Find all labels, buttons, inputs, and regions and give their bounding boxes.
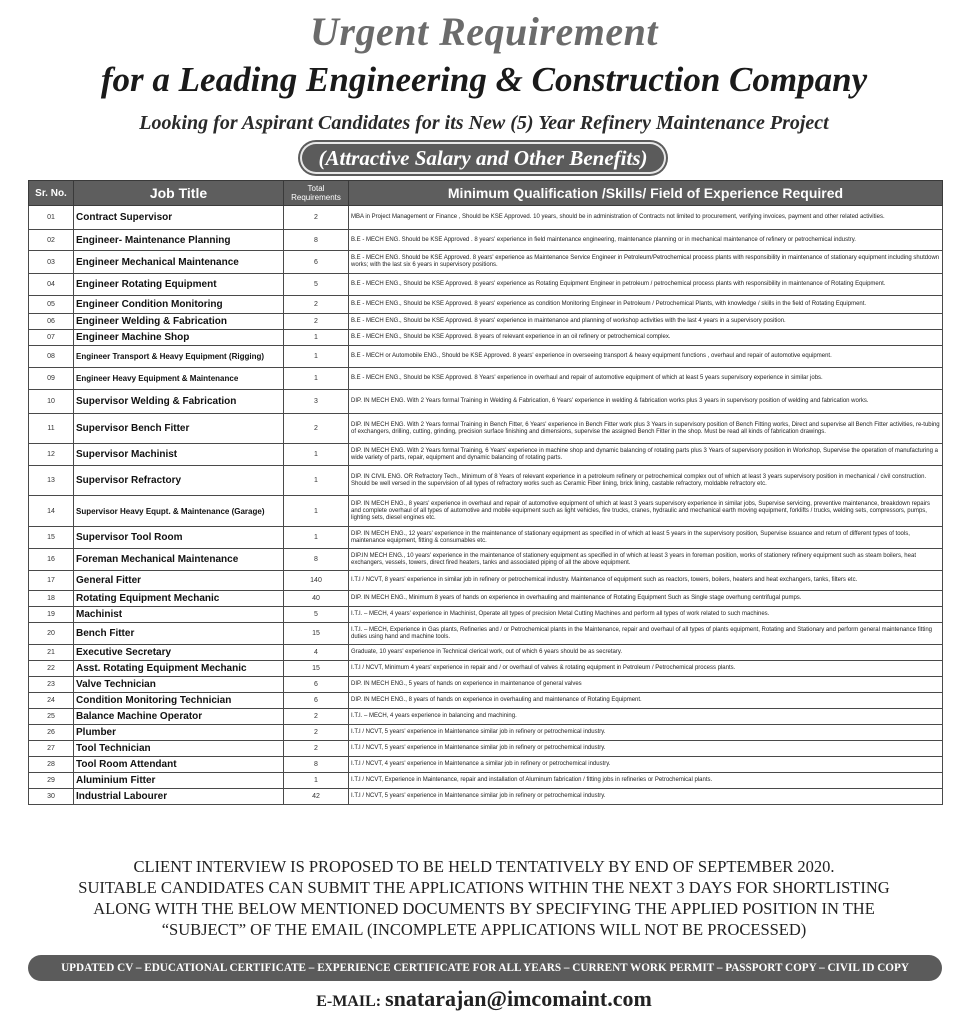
total-requirements-cell: 4 <box>284 645 349 661</box>
header-total-requirements: Total Requirements <box>284 181 349 206</box>
table-row <box>29 591 943 607</box>
qualification-cell: B.E - MECH ENG. Should be KSE Approved. 8 years' experience as Maintenance Service Engineer in Petroleum/Petrochemical process plants with responsibility in maintenance of stationary equipment including shutdown works; with the last six 6 years in supervisory positions. <box>349 251 943 274</box>
table-row <box>29 549 943 571</box>
sr-cell: 04 <box>29 274 74 296</box>
sr-cell: 24 <box>29 693 74 709</box>
job-title-cell: Asst. Rotating Equipment Mechanic <box>74 661 284 677</box>
total-requirements-cell: 15 <box>284 623 349 645</box>
notice-line: CLIENT INTERVIEW IS PROPOSED TO BE HELD TENTATIVELY BY END OF SEPTEMBER 2020. <box>133 857 835 876</box>
table-row <box>29 661 943 677</box>
benefits-banner: (Attractive Salary and Other Benefits) <box>300 142 666 174</box>
qualification-cell: DIP. IN MECH ENG., 8 years' experience in overhaul and repair of automotive equipment of which at least 3 years supervisory experience in similar jobs, Supervise servicing, preventive maintenance, breakdown repairs and complete overhaul of all types of automotive and mobile equipment such as light vehicles, fire trucks, cranes, hydraulic and mechanical earth moving equipment, forklifts / trucks, welding sets, compressors, pumps, lighting sets, diesel engines etc. <box>349 496 943 527</box>
table-row <box>29 709 943 725</box>
sr-cell: 02 <box>29 230 74 251</box>
qualification-cell: I.T.I / NCVT, 4 years' experience in Maintenance a similar job in refinery or petrochemical industry. <box>349 757 943 773</box>
sr-cell: 28 <box>29 757 74 773</box>
qualification-cell: I.T.I / NCVT, 5 years' experience in Maintenance similar job in refinery or petrochemical industry. <box>349 725 943 741</box>
notice-line: “SUBJECT” OF THE EMAIL (INCOMPLETE APPLICATIONS WILL NOT BE PROCESSED) <box>161 920 807 939</box>
table-row <box>29 496 943 527</box>
sr-cell: 07 <box>29 330 74 346</box>
table-row <box>29 274 943 296</box>
sr-cell: 29 <box>29 773 74 789</box>
sr-cell: 01 <box>29 206 74 230</box>
table-row <box>29 623 943 645</box>
job-title-cell: Contract Supervisor <box>74 206 284 230</box>
interview-notice <box>0 856 968 940</box>
job-title-cell: Balance Machine Operator <box>74 709 284 725</box>
qualification-cell: DIP. IN MECH ENG. With 2 Years formal Training in Welding & Fabrication, 6 Years' experience in welding & fabrication works plus 3 years in supervisory position of welding and fabrication works. <box>349 390 943 414</box>
qualification-cell: I.T.I / NCVT, Minimum 4 years' experience in repair and / or overhaul of valves & rotating equipment in Petroleum / Petrochemical process plants. <box>349 661 943 677</box>
sr-cell: 11 <box>29 414 74 444</box>
job-title-cell: Supervisor Tool Room <box>74 527 284 549</box>
table-row <box>29 330 943 346</box>
job-title-cell: Engineer Machine Shop <box>74 330 284 346</box>
table-header-row <box>29 181 943 206</box>
total-requirements-cell: 8 <box>284 549 349 571</box>
table-row <box>29 414 943 444</box>
qualification-cell: I.T.I / NCVT, 5 years' experience in Maintenance similar job in refinery or petrochemical industry. <box>349 789 943 805</box>
job-title-cell: Engineer Welding & Fabrication <box>74 314 284 330</box>
sr-cell: 20 <box>29 623 74 645</box>
job-title-cell: Plumber <box>74 725 284 741</box>
notice-line: ALONG WITH THE BELOW MENTIONED DOCUMENTS BY SPECIFYING THE APPLIED POSITION IN THE <box>93 899 875 918</box>
table-row <box>29 607 943 623</box>
job-title-cell: Industrial Labourer <box>74 789 284 805</box>
qualification-cell: Graduate, 10 years' experience in Technical clerical work, out of which 6 years should be as secretary. <box>349 645 943 661</box>
project-tagline: Looking for Aspirant Candidates for its New (5) Year Refinery Maintenance Project <box>139 112 829 134</box>
total-requirements-cell: 42 <box>284 789 349 805</box>
total-requirements-cell: 1 <box>284 368 349 390</box>
total-requirements-cell: 6 <box>284 693 349 709</box>
header-job-title: Job Title <box>74 181 284 206</box>
table-row <box>29 757 943 773</box>
total-requirements-cell: 5 <box>284 607 349 623</box>
qualification-cell: MBA in Project Management or Finance , Should be KSE Approved. 10 years, should be in administration of Contracts not limited to procurement, verifying invoices, payment and other related activities. <box>349 206 943 230</box>
sr-cell: 14 <box>29 496 74 527</box>
sr-cell: 25 <box>29 709 74 725</box>
page-title: Urgent Requirement <box>310 9 658 54</box>
qualification-cell: I.T.I / NCVT, 5 years' experience in Maintenance similar job in refinery or petrochemical industry. <box>349 741 943 757</box>
total-requirements-cell: 2 <box>284 296 349 314</box>
qualification-cell: I.T.I. – MECH, 4 years experience in balancing and machining. <box>349 709 943 725</box>
table-row <box>29 296 943 314</box>
email-address[interactable]: snatarajan@imcomaint.com <box>385 986 652 1011</box>
total-requirements-cell: 1 <box>284 527 349 549</box>
job-title-cell: Bench Fitter <box>74 623 284 645</box>
qualification-cell: DIP. IN MECH ENG. With 2 Years formal Training in Bench Fitter, 6 Years' experience in Bench Fitter work plus 3 Years in supervisory position of Bench Fitting works, Direct and supervise all Bench Fitter activities, re-tubing of exchangers, drilling, cutting, grinding, precision surface finishing and dimensions, supervise the assigned Bench Fitter in the shop. Must be read all kinds of fabrication drawings. <box>349 414 943 444</box>
table-row <box>29 725 943 741</box>
qualification-cell: B.E - MECH ENG., Should be KSE Approved. 8 years' experience as Rotating Equipment Engineer in petroleum / petrochemical process plants with responsibility in maintenance of Rotating Equipment. <box>349 274 943 296</box>
table-row <box>29 206 943 230</box>
qualification-cell: B.E - MECH or Automobile ENG., Should be KSE Approved. 8 years' experience in overseeing transport & heavy equipment functions , overhaul and repair of automotive equipment. <box>349 346 943 368</box>
table-row <box>29 444 943 466</box>
job-title-cell: General Fitter <box>74 571 284 591</box>
qualification-cell: B.E - MECH ENG., Should be KSE Approved. 8 years of relevant experience in an oil refinery or petrochemical complex. <box>349 330 943 346</box>
total-requirements-cell: 1 <box>284 773 349 789</box>
table-row <box>29 677 943 693</box>
total-requirements-cell: 15 <box>284 661 349 677</box>
total-requirements-cell: 1 <box>284 496 349 527</box>
qualification-cell: B.E - MECH ENG., Should be KSE Approved. 8 Years' experience in overhaul and repair of automotive equipment of which at least 5 years supervisory experience in similar jobs. <box>349 368 943 390</box>
qualification-cell: DIP. IN MECH ENG., 12 years' experience in the maintenance of stationary equipment as specified in of which at least 5 years in the supervisory position, Supervise issuance and return of different types of tools, maintenance equipment, fitting & consumables etc. <box>349 527 943 549</box>
sr-cell: 13 <box>29 466 74 496</box>
total-requirements-cell: 2 <box>284 414 349 444</box>
sr-cell: 26 <box>29 725 74 741</box>
qualification-cell: DIP.IN MECH ENG., 10 years' experience in the maintenance of stationery equipment as specified in of which at least 3 years in foreman position, works of stationery refinery equipment such as steam boilers, heat exchangers, vessels, towers, direct fired heaters, tanks and associated piping of all the above equipment. <box>349 549 943 571</box>
table-row <box>29 693 943 709</box>
total-requirements-cell: 6 <box>284 677 349 693</box>
sr-cell: 03 <box>29 251 74 274</box>
table-row <box>29 789 943 805</box>
qualification-cell: I.T.I / NCVT, Experience in Maintenance, repair and installation of Aluminum fabrication / fitting jobs in refineries or Petrochemical plants. <box>349 773 943 789</box>
total-requirements-cell: 3 <box>284 390 349 414</box>
qualification-cell: B.E - MECH ENG. Should be KSE Approved . 8 years' experience in field maintenance engineering, maintenance planning or in mechanical maintenance of refinery or petrochemical industry. <box>349 230 943 251</box>
table-row <box>29 346 943 368</box>
job-title-cell: Engineer Mechanical Maintenance <box>74 251 284 274</box>
job-title-cell: Tool Technician <box>74 741 284 757</box>
qualification-cell: DIP. IN MECH ENG., 8 years of hands on experience in overhauling and maintenance of Rotating Equipment. <box>349 693 943 709</box>
table-row <box>29 368 943 390</box>
job-title-cell: Tool Room Attendant <box>74 757 284 773</box>
job-title-cell: Supervisor Bench Fitter <box>74 414 284 444</box>
table-row <box>29 230 943 251</box>
job-title-cell: Engineer Rotating Equipment <box>74 274 284 296</box>
sr-cell: 10 <box>29 390 74 414</box>
job-title-cell: Valve Technician <box>74 677 284 693</box>
qualification-cell: DIP. IN CIVIL ENG. OR Refractory Tech., Minimum of 8 Years of relevant experience in a petroleum refinery or petrochemical complex out of which at least 3 years supervisory position in mechanical / civil construction. Should be well versed in the supervision of all types of refractory works such as Ceramic Fiber lining, brick lining, castable refractory, moldable refractory etc. <box>349 466 943 496</box>
sr-cell: 22 <box>29 661 74 677</box>
job-title-cell: Aluminium Fitter <box>74 773 284 789</box>
qualification-cell: DIP. IN MECH ENG. With 2 Years formal Training, 6 Years' experience in machine shop and dynamic balancing of rotating parts plus 3 Years of supervisory position in Workshop, Supervise the operation of manufacturing a wide variety of parts, repair, equipment and dynamic balancing of rotating parts. <box>349 444 943 466</box>
total-requirements-cell: 2 <box>284 741 349 757</box>
jobs-table <box>28 180 943 805</box>
total-requirements-cell: 2 <box>284 206 349 230</box>
email-label: E-MAIL: <box>316 993 382 1010</box>
table-row <box>29 314 943 330</box>
qualification-cell: DIP. IN MECH ENG., Minimum 8 years of hands on experience in overhauling and maintenance of Rotating Equipment Such as Single stage overhung centrifugal pumps. <box>349 591 943 607</box>
total-requirements-cell: 8 <box>284 757 349 773</box>
sr-cell: 12 <box>29 444 74 466</box>
total-requirements-cell: 1 <box>284 444 349 466</box>
sr-cell: 16 <box>29 549 74 571</box>
total-requirements-cell: 40 <box>284 591 349 607</box>
job-title-cell: Rotating Equipment Mechanic <box>74 591 284 607</box>
qualification-cell: I.T.I. – MECH, 4 years' experience in Machinist, Operate all types of precision Metal Cutting Machines and perform all types of work related to such machines. <box>349 607 943 623</box>
sr-cell: 15 <box>29 527 74 549</box>
contact-email <box>0 984 968 1017</box>
table-row <box>29 390 943 414</box>
total-requirements-cell: 1 <box>284 466 349 496</box>
sr-cell: 18 <box>29 591 74 607</box>
job-title-cell: Engineer- Maintenance Planning <box>74 230 284 251</box>
sr-cell: 08 <box>29 346 74 368</box>
job-title-cell: Engineer Heavy Equipment & Maintenance <box>74 368 284 390</box>
table-row <box>29 251 943 274</box>
total-requirements-cell: 5 <box>284 274 349 296</box>
job-title-cell: Supervisor Refractory <box>74 466 284 496</box>
required-documents-banner: UPDATED CV – EDUCATIONAL CERTIFICATE – EXPERIENCE CERTIFICATE FOR ALL YEARS – CURRENT WORK PERMIT – PASSPORT COPY – CIVIL ID COPY <box>28 955 942 981</box>
total-requirements-cell: 1 <box>284 346 349 368</box>
table-row <box>29 466 943 496</box>
job-title-cell: Condition Monitoring Technician <box>74 693 284 709</box>
total-requirements-cell: 6 <box>284 251 349 274</box>
total-requirements-cell: 2 <box>284 725 349 741</box>
sr-cell: 30 <box>29 789 74 805</box>
table-row <box>29 571 943 591</box>
sr-cell: 05 <box>29 296 74 314</box>
job-title-cell: Supervisor Welding & Fabrication <box>74 390 284 414</box>
table-row <box>29 741 943 757</box>
sr-cell: 21 <box>29 645 74 661</box>
table-row <box>29 645 943 661</box>
job-title-cell: Foreman Mechanical Maintenance <box>74 549 284 571</box>
sr-cell: 27 <box>29 741 74 757</box>
table-body <box>29 206 943 805</box>
table-row <box>29 527 943 549</box>
total-requirements-cell: 2 <box>284 314 349 330</box>
sr-cell: 19 <box>29 607 74 623</box>
total-requirements-cell: 1 <box>284 330 349 346</box>
total-requirements-cell: 140 <box>284 571 349 591</box>
table-row <box>29 773 943 789</box>
job-title-cell: Engineer Condition Monitoring <box>74 296 284 314</box>
job-title-cell: Machinist <box>74 607 284 623</box>
qualification-cell: I.T.I / NCVT, 8 years' experience in similar job in refinery or petrochemical industry. Maintenance of equipment such as reactors, towers, boilers, heaters and heat exchangers, tanks, filters etc. <box>349 571 943 591</box>
total-requirements-cell: 2 <box>284 709 349 725</box>
qualification-cell: B.E - MECH ENG., Should be KSE Approved. 8 years' experience as condition Monitoring Engineer in Petroleum / Petrochemical Plants, with knowledge / skills in the field of Rotating Equipment. <box>349 296 943 314</box>
header-qualification: Minimum Qualification /Skills/ Field of Experience Required <box>349 181 943 206</box>
sr-cell: 17 <box>29 571 74 591</box>
sr-cell: 06 <box>29 314 74 330</box>
total-requirements-cell: 8 <box>284 230 349 251</box>
qualification-cell: B.E - MECH ENG., Should be KSE Approved. 8 years' experience in maintenance and planning of workshop activities with the last 4 years in a supervisory position. <box>349 314 943 330</box>
sr-cell: 09 <box>29 368 74 390</box>
qualification-cell: DIP. IN MECH ENG., 5 years of hands on experience in maintenance of general valves <box>349 677 943 693</box>
job-title-cell: Supervisor Heavy Equpt. & Maintenance (Garage) <box>74 496 284 527</box>
qualification-cell: I.T.I. – MECH, Experience in Gas plants, Refineries and / or Petrochemical plants in the Maintenance, repair and overhaul of all types of plants equipment, Rotating and Stationary and perform general maintenance fitting duties using hand and machine tools. <box>349 623 943 645</box>
notice-line: SUITABLE CANDIDATES CAN SUBMIT THE APPLICATIONS WITHIN THE NEXT 3 DAYS FOR SHORTLISTING <box>78 878 890 897</box>
header-sr-no: Sr. No. <box>29 181 74 206</box>
job-title-cell: Executive Secretary <box>74 645 284 661</box>
company-subtitle: for a Leading Engineering & Construction Company <box>100 60 868 99</box>
job-title-cell: Supervisor Machinist <box>74 444 284 466</box>
sr-cell: 23 <box>29 677 74 693</box>
job-title-cell: Engineer Transport & Heavy Equipment (Rigging) <box>74 346 284 368</box>
